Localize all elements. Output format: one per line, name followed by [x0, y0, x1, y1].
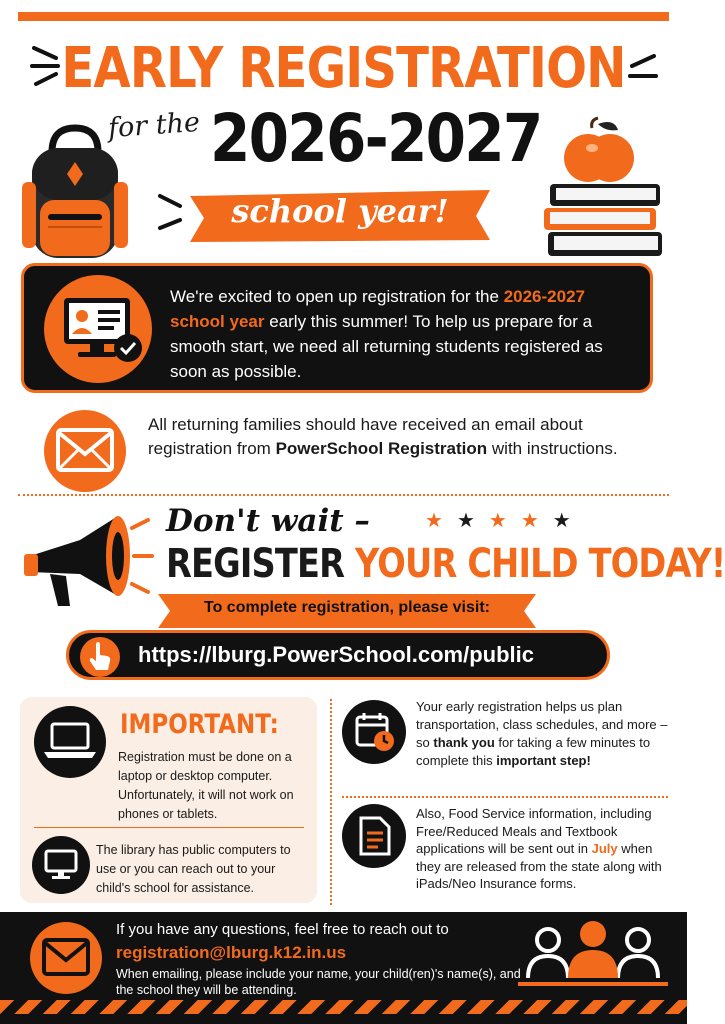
envelope-icon	[56, 428, 114, 472]
page-title: EARLY REGISTRATION	[61, 36, 626, 101]
intro-highlight-year: 2026-2027 school year	[170, 287, 585, 331]
megaphone-icon	[24, 510, 154, 612]
top-accent-bar	[18, 12, 669, 21]
star-icon: ★	[456, 510, 489, 532]
people-group-icon	[518, 918, 668, 990]
questions-text: If you have any questions, feel free to reach out to	[116, 921, 449, 938]
section-divider	[18, 494, 669, 496]
thank-you-text: thank you	[433, 735, 495, 750]
important-text: Registration must be done on a laptop or desktop computer. Unfortunately, it will not work on phones or tablets.	[118, 750, 294, 821]
calendar-clock-icon	[354, 711, 396, 753]
email-notice-text	[148, 413, 628, 461]
school-year-heading: 2026-2027	[210, 100, 542, 177]
your-child-today-text: YOUR CHILD TODAY!	[355, 541, 725, 587]
laptop-icon	[44, 722, 96, 760]
food-service-text	[416, 805, 672, 893]
dont-wait-heading: Don't wait –	[166, 503, 370, 539]
register-word: REGISTER	[166, 541, 345, 587]
for-the-label: for the	[107, 106, 201, 145]
register-heading	[166, 541, 725, 587]
ribbon-text: school year!	[231, 192, 449, 230]
star-icon: ★	[552, 510, 585, 532]
panel-divider	[34, 827, 304, 828]
visit-label: To complete registration, please visit:	[204, 599, 490, 616]
july-text: July	[591, 841, 618, 856]
right-column-divider	[342, 796, 668, 798]
intro-text-end: early this summer! To help us prepare for a smooth start, we need all returning students registered as soon as possible.	[170, 312, 603, 381]
email-instructions: When emailing, please include your name, your child(ren)'s name(s), and the school they will be attending.	[116, 967, 521, 997]
contact-email-link[interactable]: registration@lburg.k12.in.us	[116, 943, 347, 962]
early-text-mid: for taking a few minutes to complete this	[416, 735, 651, 768]
column-divider	[330, 699, 332, 905]
document-icon	[358, 815, 392, 857]
registration-computer-icon	[58, 296, 142, 366]
intro-text-start: We're excited to open up registration for the	[170, 287, 499, 306]
email-notice-end: with instructions.	[491, 439, 618, 458]
sparkle-lines-icon	[156, 190, 186, 234]
registration-url-link[interactable]: https://lburg.PowerSchool.com/public	[138, 642, 535, 667]
star-icon: ★	[520, 510, 553, 532]
stars-decoration	[425, 508, 585, 533]
email-notice-start: All returning families should have received an email about registration from	[148, 415, 583, 458]
hand-pointer-icon	[87, 641, 113, 673]
star-icon: ★	[425, 510, 457, 532]
sparkle-lines-icon	[30, 40, 64, 90]
desktop-computer-icon	[44, 849, 78, 881]
books-apple-icon	[540, 118, 664, 270]
sparkle-lines-icon	[624, 48, 658, 98]
early-registration-text	[416, 698, 672, 770]
envelope-icon	[42, 938, 90, 976]
library-text: The library has public computers to use or you can reach out to your child's school for assistance.	[96, 843, 291, 895]
star-icon: ★	[488, 510, 521, 532]
hazard-stripe	[0, 1000, 687, 1014]
powerschool-registration-label: PowerSchool Registration	[275, 439, 488, 458]
intro-text	[170, 284, 640, 384]
early-text-start: Your early registration helps us plan transportation, class schedules, and more – so	[416, 699, 668, 750]
important-step-text: important step!	[496, 753, 591, 768]
important-heading: IMPORTANT:	[120, 709, 279, 740]
food-text-end: when they are released from the state along with iPads/Neo Insurance forms.	[416, 841, 662, 891]
food-text-start: Also, Food Service information, including Free/Reduced Meals and Textbook applications will be sent out in	[416, 806, 652, 856]
